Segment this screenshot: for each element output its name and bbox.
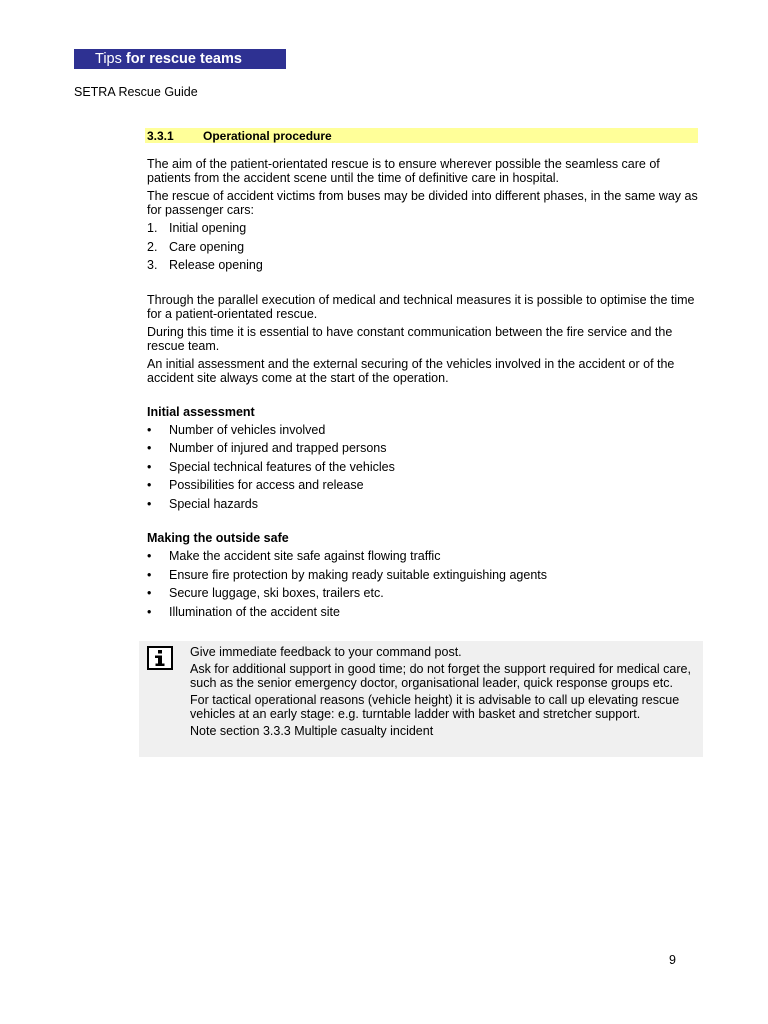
note-line-1: Give immediate feedback to your command post. [190,645,462,659]
list-item: • Number of vehicles involved [147,422,326,437]
list-item: • Illumination of the accident site [147,604,340,619]
body-paragraph-2: During this time it is essential to have constant communication between the fire service and the rescue team. [147,324,673,353]
initial-assessment-list [147,423,702,511]
bullet-icon: • [147,422,152,437]
bullet-icon: • [147,478,152,492]
bullet-icon: • [147,567,152,582]
section-number: 3.3.1 [147,128,174,143]
list-item: • Possibilities for access and release [147,478,364,492]
intro-paragraph-2: The rescue of accident victims from buses may be divided into different phases, in the same way as for passenger cars: [147,189,698,217]
bullet-icon: • [147,604,152,619]
section-title: Operational procedure [203,128,332,143]
list-item: 3. Release opening [147,258,263,272]
list-item: 2. Care opening [147,239,245,254]
body-paragraph-3: An initial assessment and the external securing of the vehicles involved in the accident or of the accident site always come at the start of the operation. [147,356,675,385]
bullet-icon: • [147,586,152,600]
outside-safe-heading: Making the outside safe [147,531,289,545]
info-note-box [139,641,703,757]
body-paragraph-1: Through the parallel execution of medical and technical measures it is possible to optimise the time for a patient-orientated rescue. [147,292,695,321]
list-item: • Special hazards [147,496,258,511]
note-line-4: Note section 3.3.3 Multiple casualty incident [190,724,434,738]
bullet-icon: • [147,441,152,455]
document-title: SETRA Rescue Guide [74,85,198,99]
list-item: 1. Initial opening [147,221,247,235]
info-icon [147,646,173,670]
banner-light-text: Tips [95,51,122,67]
list-item: • Special technical features of the vehicles [147,459,395,474]
note-line-2: Ask for additional support in good time; do not forget the support required for medical care, such as the senior emergency doctor, organisational leader, quick response groups etc. [190,662,691,690]
list-item: • Ensure fire protection by making ready suitable extinguishing agents [147,567,547,582]
phase-list [147,221,702,272]
main-content [147,157,702,623]
page-number: 9 [669,953,676,967]
outside-safe-list [147,549,702,619]
banner-bold-text: for rescue teams [125,51,242,67]
list-item: • Secure luggage, ski boxes, trailers etc. [147,586,384,600]
intro-paragraph-1: The aim of the patient-orientated rescue is to ensure wherever possible the seamless care of patients from the accident scene until the time of definitive care in hospital. [147,157,660,185]
list-item: • Number of injured and trapped persons [147,441,387,455]
bullet-icon: • [147,459,152,474]
initial-assessment-heading: Initial assessment [147,404,255,419]
tips-banner [74,49,286,69]
list-item: • Make the accident site safe against flowing traffic [147,549,441,563]
bullet-icon: • [147,549,152,563]
section-heading [145,128,698,143]
bullet-icon: • [147,496,152,511]
note-line-3: For tactical operational reasons (vehicle height) it is advisable to call up elevating rescue vehicles at an early stage: e.g. turntable ladder with basket and stretcher support. [190,693,680,721]
note-text [190,645,700,741]
